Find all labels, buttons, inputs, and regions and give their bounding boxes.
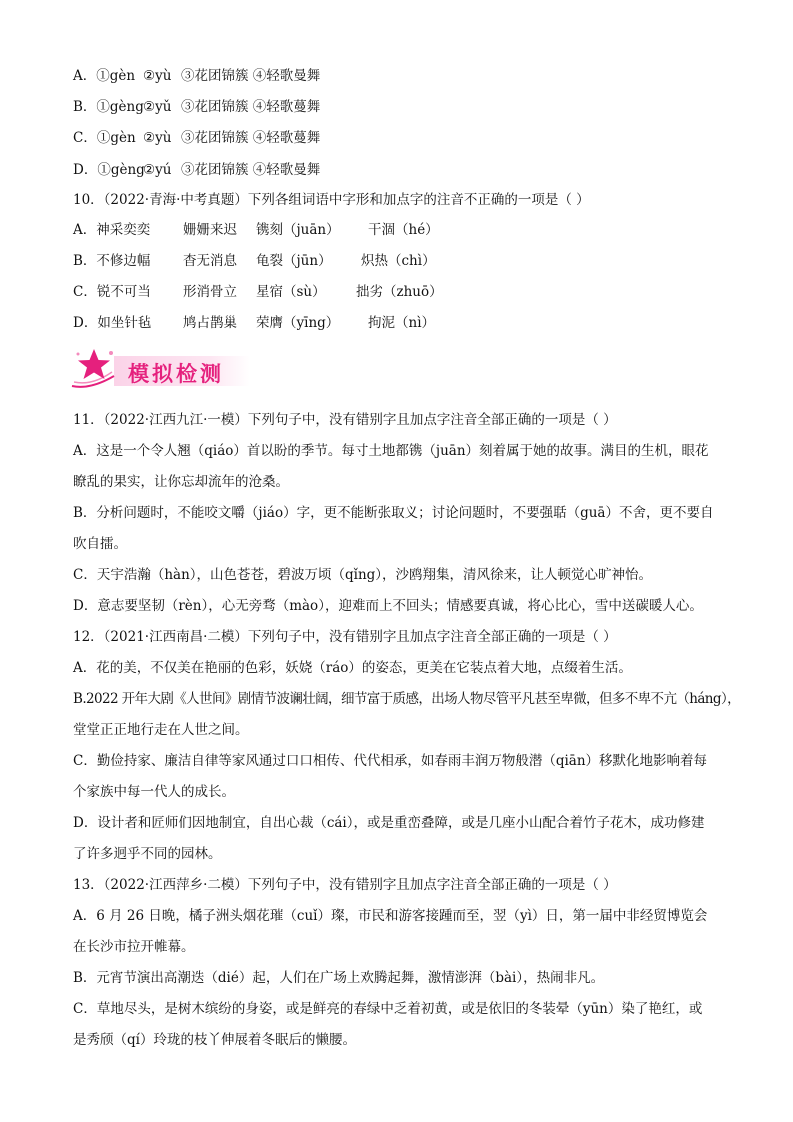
section-banner [70, 346, 255, 392]
q10-option-c: C．锐不可当 形消骨立 星宿（sù） 拙劣（zhuō） [73, 284, 443, 300]
text-line: D．意志要坚韧（rèn），心无旁骛（mào），迎难而上不回头；情感要真诚，将心比心，雪中送碳暖人心。 [73, 598, 703, 614]
q9-option-d: D．①gèng②yú ③花团锦簇 ④轻歌曼舞 [73, 162, 321, 178]
text-line: C．勤俭持家、廉洁自律等家风通过口口相传、代代相承，如春雨丰润万物般潜（qiān）移默化地影响着每 [73, 753, 708, 769]
q11-stem: 11．（2022·江西九江·一模）下列句子中，没有错别字且加点字注音全部正确的一项是（ ） [73, 412, 617, 428]
text-line: A．6 月 26 日晚，橘子洲头烟花璀（cuǐ）璨，市民和游客接踵而至，翌（yì）日，第一届中非经贸博览会 [73, 908, 708, 924]
text-line: B．分析问题时，不能咬文嚼（jiáo）字，更不能断张取义；讨论问题时，不要强聒（guā）不舍，更不要自 [73, 505, 714, 521]
q9-option-b: B．①gèng②yǔ ③花团锦簇 ④轻歌蔓舞 [73, 99, 321, 115]
text-line: 堂堂正正地行走在人世之间。 [73, 722, 249, 738]
text-line: C．草地尽头，是树木缤纷的身姿，或是鲜亮的春绿中乏着初黄，或是依旧的冬装晕（yūn）染了艳红，或 [73, 1001, 703, 1017]
text-line: 个家族中每一代人的成长。 [73, 784, 235, 800]
text-line: A．这是一个令人翘（qiáo）首以盼的季节。每寸土地都镌（juān）刻着属于她的故事。满目的生机，眼花 [73, 443, 709, 459]
text-line: B.2022 开年大剧《人世间》剧情节波谰壮阔，细节富于质感，出场人物尽管平凡甚至卑微，但多不卑不亢（háng）， [73, 691, 740, 707]
text-line: 吹自擂。 [73, 536, 127, 552]
q13-stem: 13．（2022·江西萍乡·二模）下列句子中，没有错别字且加点字注音全部正确的一项是（ ） [73, 877, 617, 893]
q9-option-a: A．①gèn ②yù ③花团锦簇 ④轻歌曼舞 [73, 68, 321, 84]
text-line: B．元宵节演出高潮迭（dié）起，人们在广场上欢腾起舞，激情澎湃（bài），热闹非凡。 [73, 970, 605, 986]
text-line: C．天宇浩瀚（hàn），山色苍苍，碧波万顷（qǐng），沙鸥翔集，清风徐来，让人顿觉心旷神怡。 [73, 567, 653, 583]
q12-stem: 12．（2021·江西南昌·二模）下列句子中，没有错别字且加点字注音全部正确的一项是（ ） [73, 629, 617, 645]
star-icon [70, 346, 130, 392]
q10-option-b: B．不修边幅 杳无消息 龟裂（jūn） 炽热（chì） [73, 253, 436, 269]
text-line: D．设计者和匠师们因地制宜，自出心裁（cái），或是重峦叠障，或是几座小山配合着竹子花木，成功修建 [73, 815, 705, 831]
section-title: 模拟检测 [128, 362, 224, 386]
text-line: 瞭乱的果实，让你忘却流年的沧桑。 [73, 474, 289, 490]
text-line: 是秀颀（qí）玲珑的枝丫伸展着冬眠后的懒腰。 [73, 1032, 356, 1048]
question-10-stem: 10．（2022·青海·中考真题）下列各组词语中字形和加点字的注音不正确的一项是（ ） [73, 192, 590, 208]
q10-option-d: D．如坐针毡 鸠占鹊巢 荣膺（yīng） 拘泥（nì） [73, 315, 436, 331]
text-line: 在长沙市拉开帷幕。 [73, 939, 195, 955]
text-line: A．花的美，不仅美在艳丽的色彩，妖娆（ráo）的姿态，更美在它装点着大地，点缀着生活。 [73, 660, 632, 676]
q10-option-a: A．神采奕奕 姗姗来迟 镌刻（juān） 干涸（hé） [73, 222, 439, 238]
text-line: 了许多迥乎不同的园林。 [73, 846, 222, 862]
q9-option-c: C．①gèn ②yù ③花团锦簇 ④轻歌蔓舞 [73, 130, 321, 146]
